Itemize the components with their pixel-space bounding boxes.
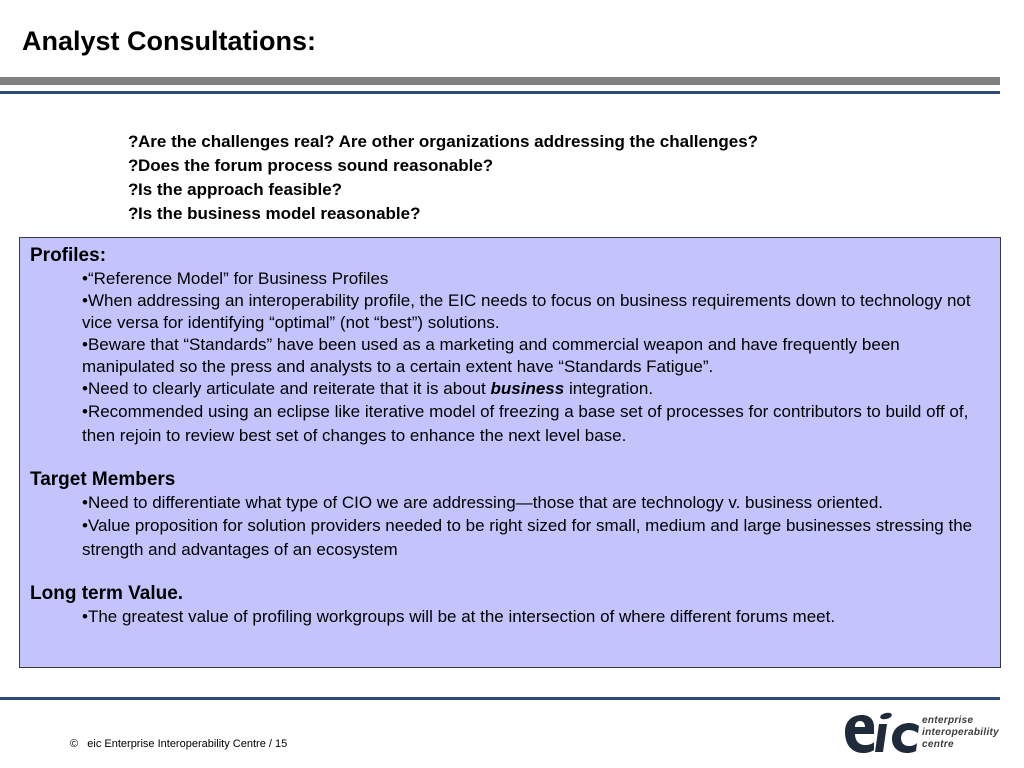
question-text: Are the challenges real? Are other organizations addressing the challenges?: [138, 132, 759, 151]
bullet-text: •Need to clearly articulate and reiterate that it is about: [82, 379, 491, 398]
bullet-item: [82, 378, 990, 400]
bullet-item: •Beware that “Standards” have been used as a marketing and commercial weapon and have frequently been manipulated so the press and analysts to a certain extent have “Standards Fatigue”.: [82, 335, 900, 376]
profiles-bullets: [30, 268, 990, 448]
bullet-item: •Value proposition for solution providers needed to be right sized for small, medium and large businesses stressing the strength and advantages of an ecosystem: [82, 516, 973, 559]
footer-text: eic Enterprise Interoperability Centre / 15: [87, 738, 288, 750]
slide-title: Analyst Consultations:: [22, 26, 317, 56]
bullet-item: •The greatest value of profiling workgroups will be at the intersection of where different forums meet.: [82, 607, 836, 626]
question-mark-icon: ?: [128, 204, 139, 223]
question-text: Does the forum process sound reasonable?: [138, 156, 494, 175]
section-heading-long-term-value: Long term Value.: [30, 583, 184, 604]
section-heading-profiles: Profiles:: [30, 245, 107, 266]
question-item: [128, 202, 758, 226]
logo-line: centre: [922, 739, 954, 750]
eic-logo: [843, 710, 1008, 758]
footer: [70, 738, 287, 750]
findings-box: [19, 237, 1001, 668]
logo-line: interoperability: [922, 727, 1000, 738]
logo-line: enterprise: [922, 715, 974, 726]
question-mark-icon: ?: [128, 180, 139, 199]
question-item: [128, 178, 758, 202]
eic-logo-mark-icon: [843, 710, 921, 754]
bullet-item: •When addressing an interoperability profile, the EIC needs to focus on business requirements down to technology not vice versa for identifying “optimal” (not “best”) solutions.: [82, 291, 971, 332]
bullet-item: •“Reference Model” for Business Profiles: [82, 269, 389, 288]
question-mark-icon: ?: [128, 132, 139, 151]
emphasis-text: business: [490, 379, 565, 398]
header-blue-rule: [0, 91, 1000, 94]
header-gray-rule: [0, 77, 1000, 85]
section-heading-target-members: Target Members: [30, 469, 176, 490]
footer-blue-rule: [0, 697, 1000, 700]
target-members-bullets: [30, 492, 990, 562]
question-item: [128, 154, 758, 178]
bullet-item: •Need to differentiate what type of CIO we are addressing—those that are technology v. business oriented.: [82, 493, 884, 512]
question-text: Is the business model reasonable?: [138, 204, 421, 223]
question-list: [128, 130, 758, 226]
long-term-bullets: [30, 606, 990, 628]
question-mark-icon: ?: [128, 156, 139, 175]
question-item: [128, 130, 758, 154]
bullet-text: integration.: [564, 379, 654, 398]
logo-wordmark: [922, 715, 999, 751]
question-text: Is the approach feasible?: [138, 180, 343, 199]
copyright-icon: ©: [70, 738, 79, 750]
bullet-item: •Recommended using an eclipse like iterative model of freezing a base set of processes for contributors to build off of, then rejoin to review best set of changes to enhance the next level base.: [82, 402, 969, 445]
